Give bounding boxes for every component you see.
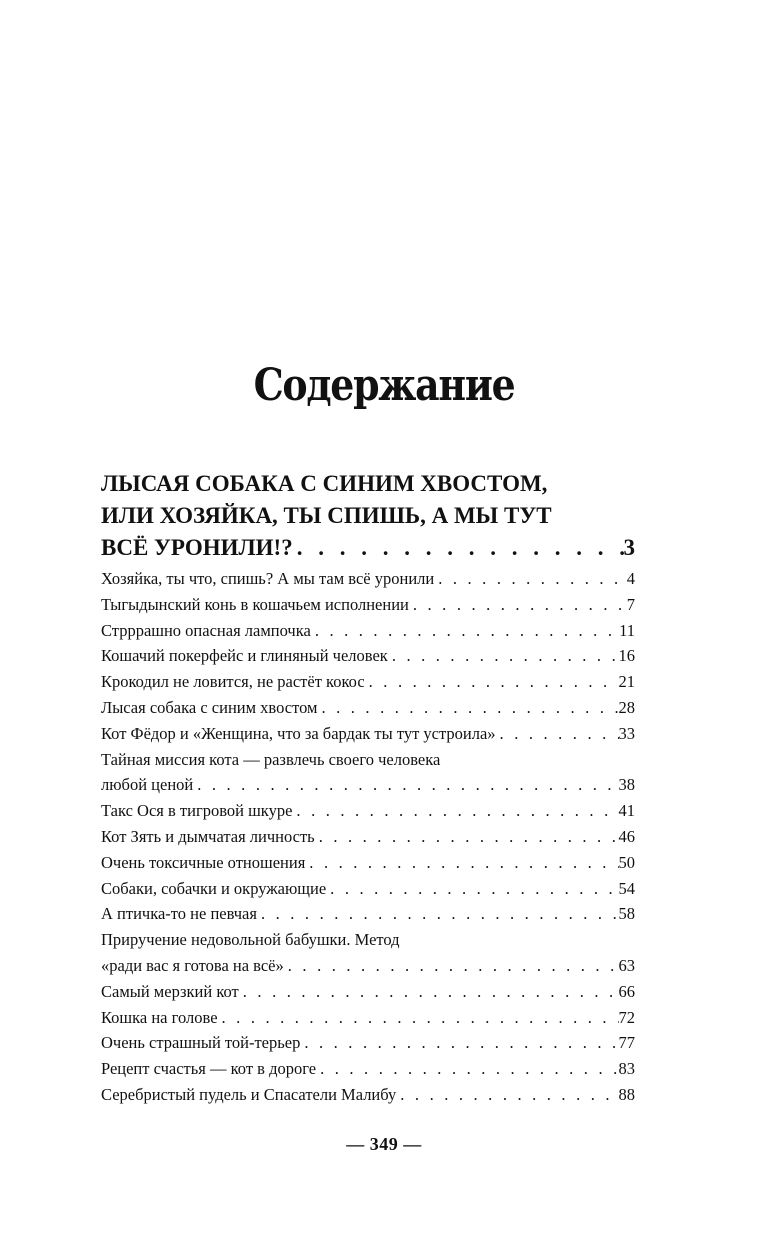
toc-entry[interactable] <box>101 850 635 876</box>
dot-leader <box>218 1005 619 1031</box>
entry-page-number: 77 <box>618 1033 635 1053</box>
entry-page-number: 16 <box>618 646 635 666</box>
entry-title: Лысая собака с синим хвостом <box>101 697 318 717</box>
dot-leader <box>326 876 618 902</box>
part-title-line: ИЛИ ХОЗЯЙКА, ТЫ СПИШЬ, А МЫ ТУТ <box>101 503 552 528</box>
entry-title: А птичка-то не певчая <box>101 904 257 924</box>
dot-leader <box>496 721 619 747</box>
dot-leader <box>300 1030 618 1056</box>
dot-leader <box>305 850 618 876</box>
entry-page-number: 72 <box>618 1007 635 1027</box>
dot-leader <box>193 772 618 798</box>
entry-page-number: 41 <box>618 801 635 821</box>
entry-page-number: 50 <box>618 852 635 872</box>
toc-entry[interactable] <box>101 695 635 721</box>
entry-page-number: 28 <box>618 697 635 717</box>
toc-entry[interactable] <box>101 1005 635 1031</box>
entry-page-number: 33 <box>618 723 635 743</box>
toc-entry[interactable] <box>101 721 635 747</box>
toc-entry[interactable] <box>101 979 635 1005</box>
entry-page-number: 38 <box>618 775 635 795</box>
part-page-number: 3 <box>623 535 635 560</box>
toc-entry[interactable] <box>101 592 635 618</box>
chapter-list <box>101 566 635 1108</box>
dot-leader <box>257 901 619 927</box>
entry-title: Очень страшный той-терьер <box>101 1033 301 1053</box>
dot-leader <box>311 618 619 644</box>
entry-title: Крокодил не ловится, не растёт кокос <box>101 672 365 692</box>
entry-title: Серебристый пудель и Спасатели Малибу <box>101 1084 397 1104</box>
dot-leader <box>396 1082 618 1108</box>
entry-page-number: 88 <box>618 1084 635 1104</box>
dot-leader <box>293 532 624 564</box>
entry-title: Такс Ося в тигровой шкуре <box>101 801 293 821</box>
entry-title: Собаки, собачки и окружающие <box>101 878 327 898</box>
toc-part-entry[interactable] <box>101 468 635 564</box>
entry-page-number: 83 <box>618 1059 635 1079</box>
entry-last-line <box>101 772 635 798</box>
entry-title: Кот Фёдор и «Женщина, что за бардак ты тут устроила» <box>101 723 496 743</box>
part-title-last-line <box>101 532 635 564</box>
page-title: Содержание <box>253 360 515 411</box>
toc-entry[interactable] <box>101 824 635 850</box>
toc-entry[interactable] <box>101 1030 635 1056</box>
entry-title: Кошачий покерфейс и глиняный человек <box>101 646 388 666</box>
toc-entry[interactable] <box>101 643 635 669</box>
entry-page-number: 54 <box>618 878 635 898</box>
entry-title: Кот Зять и дымчатая личность <box>101 826 315 846</box>
toc-entry[interactable] <box>101 1082 635 1108</box>
toc-entry[interactable] <box>101 1056 635 1082</box>
toc-entry[interactable] <box>101 618 635 644</box>
entry-title: Хозяйка, ты что, спишь? А мы там всё уронили <box>101 569 435 588</box>
toc-entry[interactable] <box>101 669 635 695</box>
dot-leader <box>409 592 627 618</box>
entry-page-number: 46 <box>618 826 635 846</box>
entry-title: Рецепт счастья — кот в дороге <box>101 1059 317 1079</box>
toc-entry[interactable] <box>101 927 635 979</box>
entry-title-first-line: Тайная миссия кота — развлечь своего человека <box>101 749 441 769</box>
entry-title: Кошка на голове <box>101 1007 218 1027</box>
dot-leader <box>284 953 619 979</box>
dot-leader <box>315 824 619 850</box>
part-title-line: ВСЁ УРОНИЛИ!? <box>101 535 293 560</box>
toc-entry[interactable] <box>101 566 635 592</box>
dot-leader <box>316 1056 618 1082</box>
entry-page-number: 4 <box>626 569 635 588</box>
dot-leader <box>388 643 619 669</box>
entry-title-first-line: Приручение недовольной бабушки. Метод <box>101 930 400 950</box>
entry-page-number: 58 <box>618 904 635 924</box>
entry-title: Тыгыдынский конь в кошачьем исполнении <box>101 594 409 614</box>
entry-title: Самый мерзкий кот <box>101 981 239 1001</box>
toc-entry[interactable] <box>101 876 635 902</box>
dot-leader <box>317 695 618 721</box>
table-of-contents <box>101 468 635 1108</box>
dot-leader <box>365 669 619 695</box>
dot-leader <box>239 979 619 1005</box>
entry-title: Стрррашно опасная лампочка <box>101 620 311 640</box>
entry-title: любой ценой <box>101 775 194 795</box>
part-title-line: ЛЫСАЯ СОБАКА С СИНИМ ХВОСТОМ, <box>101 471 548 496</box>
toc-entry[interactable] <box>101 798 635 824</box>
entry-title: Очень токсичные отношения <box>101 852 306 872</box>
dot-leader <box>434 566 627 592</box>
entry-page-number: 7 <box>626 594 635 614</box>
entry-page-number: 21 <box>618 672 635 692</box>
dot-leader <box>292 798 618 824</box>
entry-page-number: 66 <box>618 981 635 1001</box>
entry-page-number: 11 <box>619 620 635 640</box>
toc-entry[interactable] <box>101 901 635 927</box>
entry-page-number: 63 <box>618 955 635 975</box>
entry-last-line <box>101 953 635 979</box>
entry-title: «ради вас я готова на всё» <box>101 955 284 975</box>
page-number-footer: — 349 — <box>346 1134 422 1154</box>
toc-entry[interactable] <box>101 747 635 799</box>
